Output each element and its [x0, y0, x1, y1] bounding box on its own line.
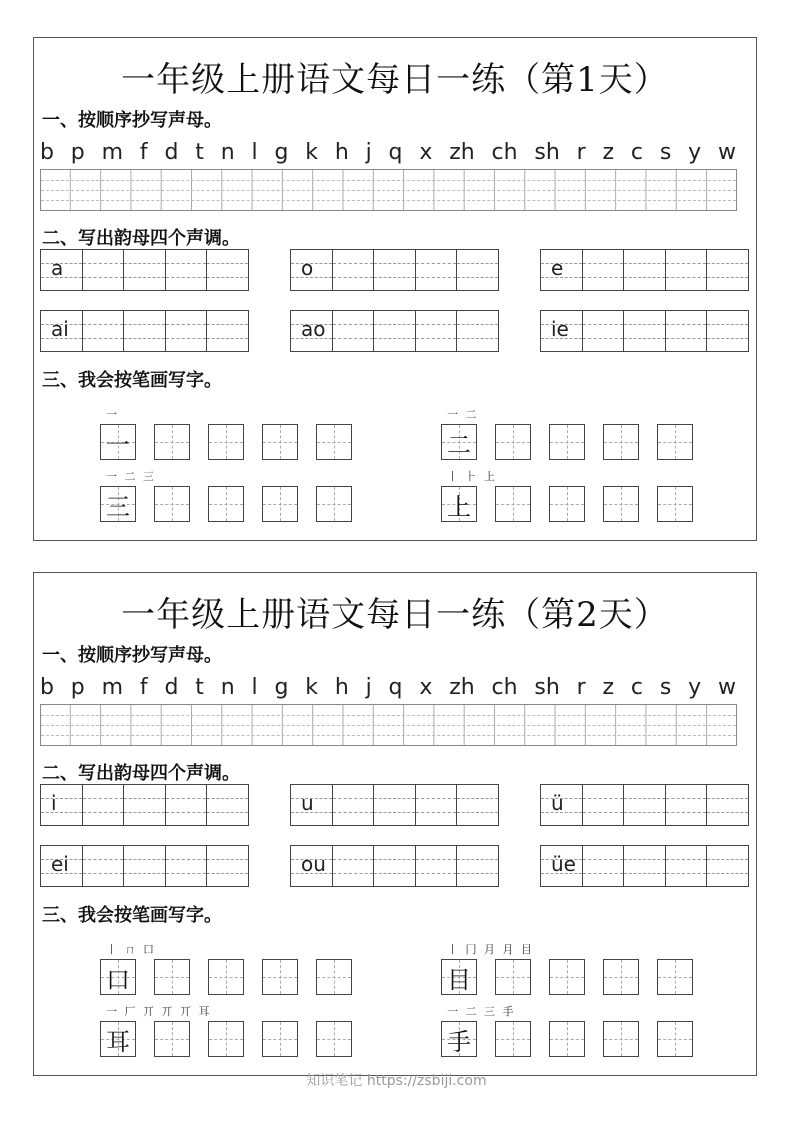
guide-line — [333, 859, 374, 860]
guide-line — [707, 812, 748, 813]
guide-line — [207, 263, 248, 264]
model-character-box — [100, 959, 136, 995]
practice-tian-box[interactable] — [316, 486, 352, 522]
tone-cell[interactable] — [665, 785, 707, 825]
vowel-label: o — [301, 256, 314, 280]
initial-letter: s — [659, 140, 672, 165]
practice-tian-box[interactable] — [549, 486, 585, 522]
practice-tian-box[interactable] — [603, 959, 639, 995]
guide-line — [583, 873, 624, 874]
tone-cell[interactable] — [41, 785, 82, 825]
practice-tian-box[interactable] — [657, 424, 693, 460]
vowel-label: ü — [551, 791, 564, 815]
copy-writing-grid[interactable] — [40, 169, 737, 211]
guide-line — [416, 263, 457, 264]
tone-cell[interactable] — [456, 250, 498, 290]
initial-letter: h — [334, 675, 349, 700]
guide-line — [374, 277, 415, 278]
tone-cell[interactable] — [706, 785, 748, 825]
tone-writing-box[interactable] — [40, 784, 249, 826]
grid-guide-line — [41, 725, 736, 726]
grid-guide-line — [41, 190, 736, 191]
tone-cell[interactable] — [415, 250, 457, 290]
footer-watermark: 知识笔记 https://zsbiji.com — [306, 1073, 487, 1089]
model-character: 耳 — [106, 1027, 130, 1056]
model-character: 口 — [106, 965, 130, 994]
tone-cell[interactable] — [582, 785, 624, 825]
initial-letter: l — [251, 675, 258, 700]
tone-cell[interactable] — [332, 846, 374, 886]
tone-cell[interactable] — [332, 785, 374, 825]
tone-writing-box[interactable] — [290, 845, 499, 887]
model-character: 一 — [106, 430, 130, 459]
initial-letter: b — [40, 140, 54, 165]
initial-letter: d — [164, 140, 179, 165]
practice-tian-box[interactable] — [549, 424, 585, 460]
guide-line — [333, 812, 374, 813]
practice-tian-box[interactable] — [154, 424, 190, 460]
initials-sequence — [40, 675, 736, 705]
practice-tian-box[interactable] — [549, 959, 585, 995]
model-character-box — [441, 486, 477, 522]
practice-tian-box[interactable] — [495, 424, 531, 460]
tone-cell[interactable] — [82, 846, 124, 886]
tone-writing-box[interactable] — [290, 310, 499, 352]
vowel-label: ao — [301, 317, 326, 341]
stroke-order: 一 二 三 手 — [447, 1005, 516, 1018]
guide-line — [207, 338, 248, 339]
vowel-label: ie — [551, 317, 569, 341]
guide-line — [124, 277, 165, 278]
tone-cell[interactable] — [623, 785, 665, 825]
practice-tian-box[interactable] — [208, 959, 244, 995]
model-character-box — [100, 424, 136, 460]
initial-letter: d — [164, 675, 179, 700]
tone-cell[interactable] — [706, 250, 748, 290]
guide-line — [707, 263, 748, 264]
grid-guide-line — [41, 180, 736, 181]
initial-letter: g — [274, 675, 289, 700]
initial-letter: f — [139, 675, 148, 700]
initial-letter: k — [305, 140, 318, 165]
model-character: 上 — [447, 492, 471, 521]
initial-letter: c — [630, 140, 644, 165]
guide-line — [124, 798, 165, 799]
guide-line — [374, 873, 415, 874]
guide-line — [624, 812, 665, 813]
tone-cell[interactable] — [373, 785, 415, 825]
initial-letter: r — [576, 675, 586, 700]
initial-letter: n — [220, 675, 235, 700]
tone-writing-box[interactable] — [290, 784, 499, 826]
guide-line — [416, 277, 457, 278]
guide-line — [457, 338, 498, 339]
guide-line — [457, 324, 498, 325]
tone-cell[interactable] — [206, 785, 248, 825]
initial-letter: j — [365, 675, 372, 700]
initial-letter: h — [334, 140, 349, 165]
model-character-box — [441, 959, 477, 995]
initial-letter: zh — [449, 675, 475, 700]
guide-line — [124, 812, 165, 813]
guide-line — [666, 873, 707, 874]
tone-cell[interactable] — [665, 846, 707, 886]
tone-cell[interactable] — [623, 846, 665, 886]
guide-line — [124, 263, 165, 264]
initial-letter: zh — [449, 140, 475, 165]
vowel-label: ai — [51, 317, 69, 341]
initial-letter: y — [688, 140, 702, 165]
guide-line — [83, 812, 124, 813]
guide-line — [624, 798, 665, 799]
tone-writing-box[interactable] — [40, 249, 249, 291]
tone-cell[interactable] — [332, 311, 374, 351]
guide-line — [457, 277, 498, 278]
grid-guide-line — [41, 715, 736, 716]
guide-line — [666, 263, 707, 264]
guide-line — [624, 263, 665, 264]
section-3-heading: 三、我会按笔画写字。 — [42, 370, 222, 391]
initial-letter: ch — [491, 140, 518, 165]
initial-letter: q — [388, 675, 403, 700]
guide-line — [666, 277, 707, 278]
section-2-heading: 二、写出韵母四个声调。 — [42, 228, 240, 249]
tone-cell[interactable] — [456, 785, 498, 825]
guide-line — [166, 859, 207, 860]
guide-line — [457, 798, 498, 799]
guide-line — [457, 812, 498, 813]
initial-letter: b — [40, 675, 54, 700]
tone-cell[interactable] — [373, 250, 415, 290]
guide-line — [83, 338, 124, 339]
tone-cell[interactable] — [123, 311, 165, 351]
model-character-box — [100, 1021, 136, 1057]
guide-line — [207, 812, 248, 813]
practice-tian-box[interactable] — [549, 1021, 585, 1057]
practice-tian-box[interactable] — [154, 959, 190, 995]
tone-cell[interactable] — [123, 846, 165, 886]
guide-line — [707, 324, 748, 325]
guide-line — [41, 798, 82, 799]
guide-line — [374, 263, 415, 264]
vowel-label: a — [51, 256, 64, 280]
guide-line — [166, 798, 207, 799]
tone-cell[interactable] — [665, 250, 707, 290]
model-character-box — [441, 424, 477, 460]
practice-tian-box[interactable] — [603, 424, 639, 460]
initial-letter: sh — [534, 140, 560, 165]
practice-tian-box[interactable] — [208, 424, 244, 460]
initial-letter: m — [101, 675, 124, 700]
guide-line — [583, 324, 624, 325]
initial-letter: p — [70, 675, 85, 700]
initial-letter: f — [139, 140, 148, 165]
practice-tian-box[interactable] — [316, 959, 352, 995]
tone-cell[interactable] — [82, 785, 124, 825]
guide-line — [707, 338, 748, 339]
tone-cell[interactable] — [206, 250, 248, 290]
guide-line — [624, 873, 665, 874]
stroke-order: 丨 冂 月 月 目 — [447, 943, 534, 956]
guide-line — [416, 324, 457, 325]
guide-line — [207, 277, 248, 278]
stroke-order: 丨 ⺊ 上 — [447, 470, 497, 483]
section-3-heading: 三、我会按笔画写字。 — [42, 905, 222, 926]
guide-line — [41, 812, 82, 813]
guide-line — [583, 338, 624, 339]
tone-writing-box[interactable] — [290, 249, 499, 291]
guide-line — [166, 338, 207, 339]
model-character: 二 — [447, 430, 471, 459]
tone-cell[interactable] — [623, 311, 665, 351]
tone-cell[interactable] — [373, 846, 415, 886]
practice-tian-box[interactable] — [495, 1021, 531, 1057]
guide-line — [374, 338, 415, 339]
practice-tian-box[interactable] — [154, 1021, 190, 1057]
practice-tian-box[interactable] — [657, 959, 693, 995]
tone-cell[interactable] — [582, 311, 624, 351]
guide-line — [374, 859, 415, 860]
initial-letter: n — [220, 140, 235, 165]
practice-tian-box[interactable] — [262, 1021, 298, 1057]
initial-letter: z — [602, 675, 615, 700]
tone-cell[interactable] — [82, 311, 124, 351]
initial-letter: x — [419, 140, 433, 165]
guide-line — [333, 277, 374, 278]
guide-line — [83, 324, 124, 325]
model-character-box — [100, 486, 136, 522]
guide-line — [624, 338, 665, 339]
initials-sequence — [40, 140, 736, 170]
tone-writing-box[interactable] — [540, 249, 749, 291]
guide-line — [624, 859, 665, 860]
initial-letter: t — [195, 675, 204, 700]
initial-letter: z — [602, 140, 615, 165]
initial-letter: ch — [491, 675, 518, 700]
guide-line — [457, 859, 498, 860]
guide-line — [624, 277, 665, 278]
guide-line — [333, 338, 374, 339]
tone-cell[interactable] — [582, 846, 624, 886]
guide-line — [457, 263, 498, 264]
guide-line — [83, 873, 124, 874]
practice-tian-box[interactable] — [657, 486, 693, 522]
initial-letter: m — [101, 140, 124, 165]
initial-letter: x — [419, 675, 433, 700]
tone-cell[interactable] — [415, 846, 457, 886]
practice-tian-box[interactable] — [208, 1021, 244, 1057]
tone-writing-box[interactable] — [540, 845, 749, 887]
guide-line — [207, 798, 248, 799]
guide-line — [416, 859, 457, 860]
practice-tian-box[interactable] — [316, 424, 352, 460]
stroke-order: 一 — [106, 408, 119, 421]
tone-cell[interactable] — [123, 250, 165, 290]
guide-line — [624, 324, 665, 325]
practice-tian-box[interactable] — [495, 486, 531, 522]
stroke-order: 丨 ㄇ 口 — [106, 943, 156, 956]
copy-writing-grid[interactable] — [40, 704, 737, 746]
guide-line — [583, 798, 624, 799]
practice-tian-box[interactable] — [603, 486, 639, 522]
daily-practice-sheet — [33, 37, 757, 541]
initial-letter: k — [305, 675, 318, 700]
guide-line — [666, 338, 707, 339]
guide-line — [124, 873, 165, 874]
tone-cell[interactable] — [582, 250, 624, 290]
tone-writing-box[interactable] — [540, 784, 749, 826]
initial-letter: sh — [534, 675, 560, 700]
practice-tian-box[interactable] — [154, 486, 190, 522]
practice-tian-box[interactable] — [262, 424, 298, 460]
tone-cell[interactable] — [165, 311, 207, 351]
guide-line — [583, 277, 624, 278]
tone-cell[interactable] — [165, 785, 207, 825]
initial-letter: t — [195, 140, 204, 165]
guide-line — [124, 859, 165, 860]
tone-writing-box[interactable] — [540, 310, 749, 352]
sheet-title: 一年级上册语文每日一练（第1天） — [121, 60, 669, 100]
tone-cell[interactable] — [206, 311, 248, 351]
model-character: 手 — [447, 1027, 471, 1056]
guide-line — [207, 873, 248, 874]
section-1-heading: 一、按顺序抄写声母。 — [42, 645, 222, 666]
guide-line — [666, 324, 707, 325]
practice-tian-box[interactable] — [603, 1021, 639, 1057]
tone-cell[interactable] — [706, 311, 748, 351]
tone-writing-box[interactable] — [40, 845, 249, 887]
guide-line — [166, 812, 207, 813]
initial-letter: s — [659, 675, 672, 700]
tone-cell[interactable] — [456, 311, 498, 351]
guide-line — [666, 798, 707, 799]
guide-line — [666, 812, 707, 813]
guide-line — [416, 873, 457, 874]
tone-cell[interactable] — [206, 846, 248, 886]
stroke-order: 一 二 三 — [106, 470, 156, 483]
guide-line — [374, 324, 415, 325]
tone-cell[interactable] — [706, 846, 748, 886]
guide-line — [166, 873, 207, 874]
initial-letter: c — [630, 675, 644, 700]
tone-cell[interactable] — [623, 250, 665, 290]
guide-line — [124, 324, 165, 325]
initial-letter: g — [274, 140, 289, 165]
vowel-label: üe — [551, 852, 576, 876]
practice-tian-box[interactable] — [316, 1021, 352, 1057]
guide-line — [583, 859, 624, 860]
guide-line — [374, 798, 415, 799]
tone-cell[interactable] — [82, 250, 124, 290]
tone-cell[interactable] — [665, 311, 707, 351]
tone-cell[interactable] — [415, 785, 457, 825]
initial-letter: j — [365, 140, 372, 165]
stroke-order: 一 二 — [447, 408, 479, 421]
guide-line — [707, 873, 748, 874]
vowel-label: ou — [301, 852, 326, 876]
daily-practice-sheet — [33, 572, 757, 1076]
guide-line — [124, 338, 165, 339]
guide-line — [333, 324, 374, 325]
guide-line — [666, 859, 707, 860]
tone-cell[interactable] — [373, 311, 415, 351]
section-1-heading: 一、按顺序抄写声母。 — [42, 110, 222, 131]
practice-tian-box[interactable] — [262, 959, 298, 995]
vowel-label: u — [301, 791, 314, 815]
initial-letter: y — [688, 675, 702, 700]
initial-letter: l — [251, 140, 258, 165]
initial-letter: w — [718, 675, 736, 700]
tone-cell[interactable] — [332, 250, 374, 290]
guide-line — [83, 263, 124, 264]
tone-cell[interactable] — [165, 846, 207, 886]
grid-guide-line — [41, 200, 736, 201]
practice-tian-box[interactable] — [208, 486, 244, 522]
guide-line — [83, 277, 124, 278]
initial-letter: p — [70, 140, 85, 165]
tone-cell[interactable] — [456, 846, 498, 886]
vowel-label: e — [551, 256, 564, 280]
initial-letter: q — [388, 140, 403, 165]
guide-line — [416, 338, 457, 339]
guide-line — [166, 324, 207, 325]
guide-line — [707, 798, 748, 799]
initial-letter: w — [718, 140, 736, 165]
guide-line — [207, 859, 248, 860]
tone-cell[interactable] — [415, 311, 457, 351]
guide-line — [333, 873, 374, 874]
model-character: 目 — [447, 965, 471, 994]
tone-cell[interactable] — [165, 250, 207, 290]
guide-line — [583, 263, 624, 264]
guide-line — [374, 812, 415, 813]
initial-letter: r — [576, 140, 586, 165]
practice-tian-box[interactable] — [262, 486, 298, 522]
guide-line — [166, 263, 207, 264]
guide-line — [207, 324, 248, 325]
guide-line — [416, 798, 457, 799]
guide-line — [83, 859, 124, 860]
tone-cell[interactable] — [123, 785, 165, 825]
guide-line — [333, 263, 374, 264]
practice-tian-box[interactable] — [495, 959, 531, 995]
guide-line — [83, 798, 124, 799]
guide-line — [457, 873, 498, 874]
guide-line — [707, 859, 748, 860]
model-character-box — [441, 1021, 477, 1057]
stroke-order: 一 厂 丌 丌 丌 耳 — [106, 1005, 212, 1018]
guide-line — [166, 277, 207, 278]
grid-guide-line — [41, 735, 736, 736]
model-character: 三 — [106, 492, 130, 521]
guide-line — [583, 812, 624, 813]
sheet-title: 一年级上册语文每日一练（第2天） — [121, 595, 669, 635]
guide-line — [707, 277, 748, 278]
guide-line — [416, 812, 457, 813]
tone-writing-box[interactable] — [40, 310, 249, 352]
guide-line — [333, 798, 374, 799]
vowel-label: i — [51, 791, 57, 815]
vowel-label: ei — [51, 852, 69, 876]
practice-tian-box[interactable] — [657, 1021, 693, 1057]
section-2-heading: 二、写出韵母四个声调。 — [42, 763, 240, 784]
